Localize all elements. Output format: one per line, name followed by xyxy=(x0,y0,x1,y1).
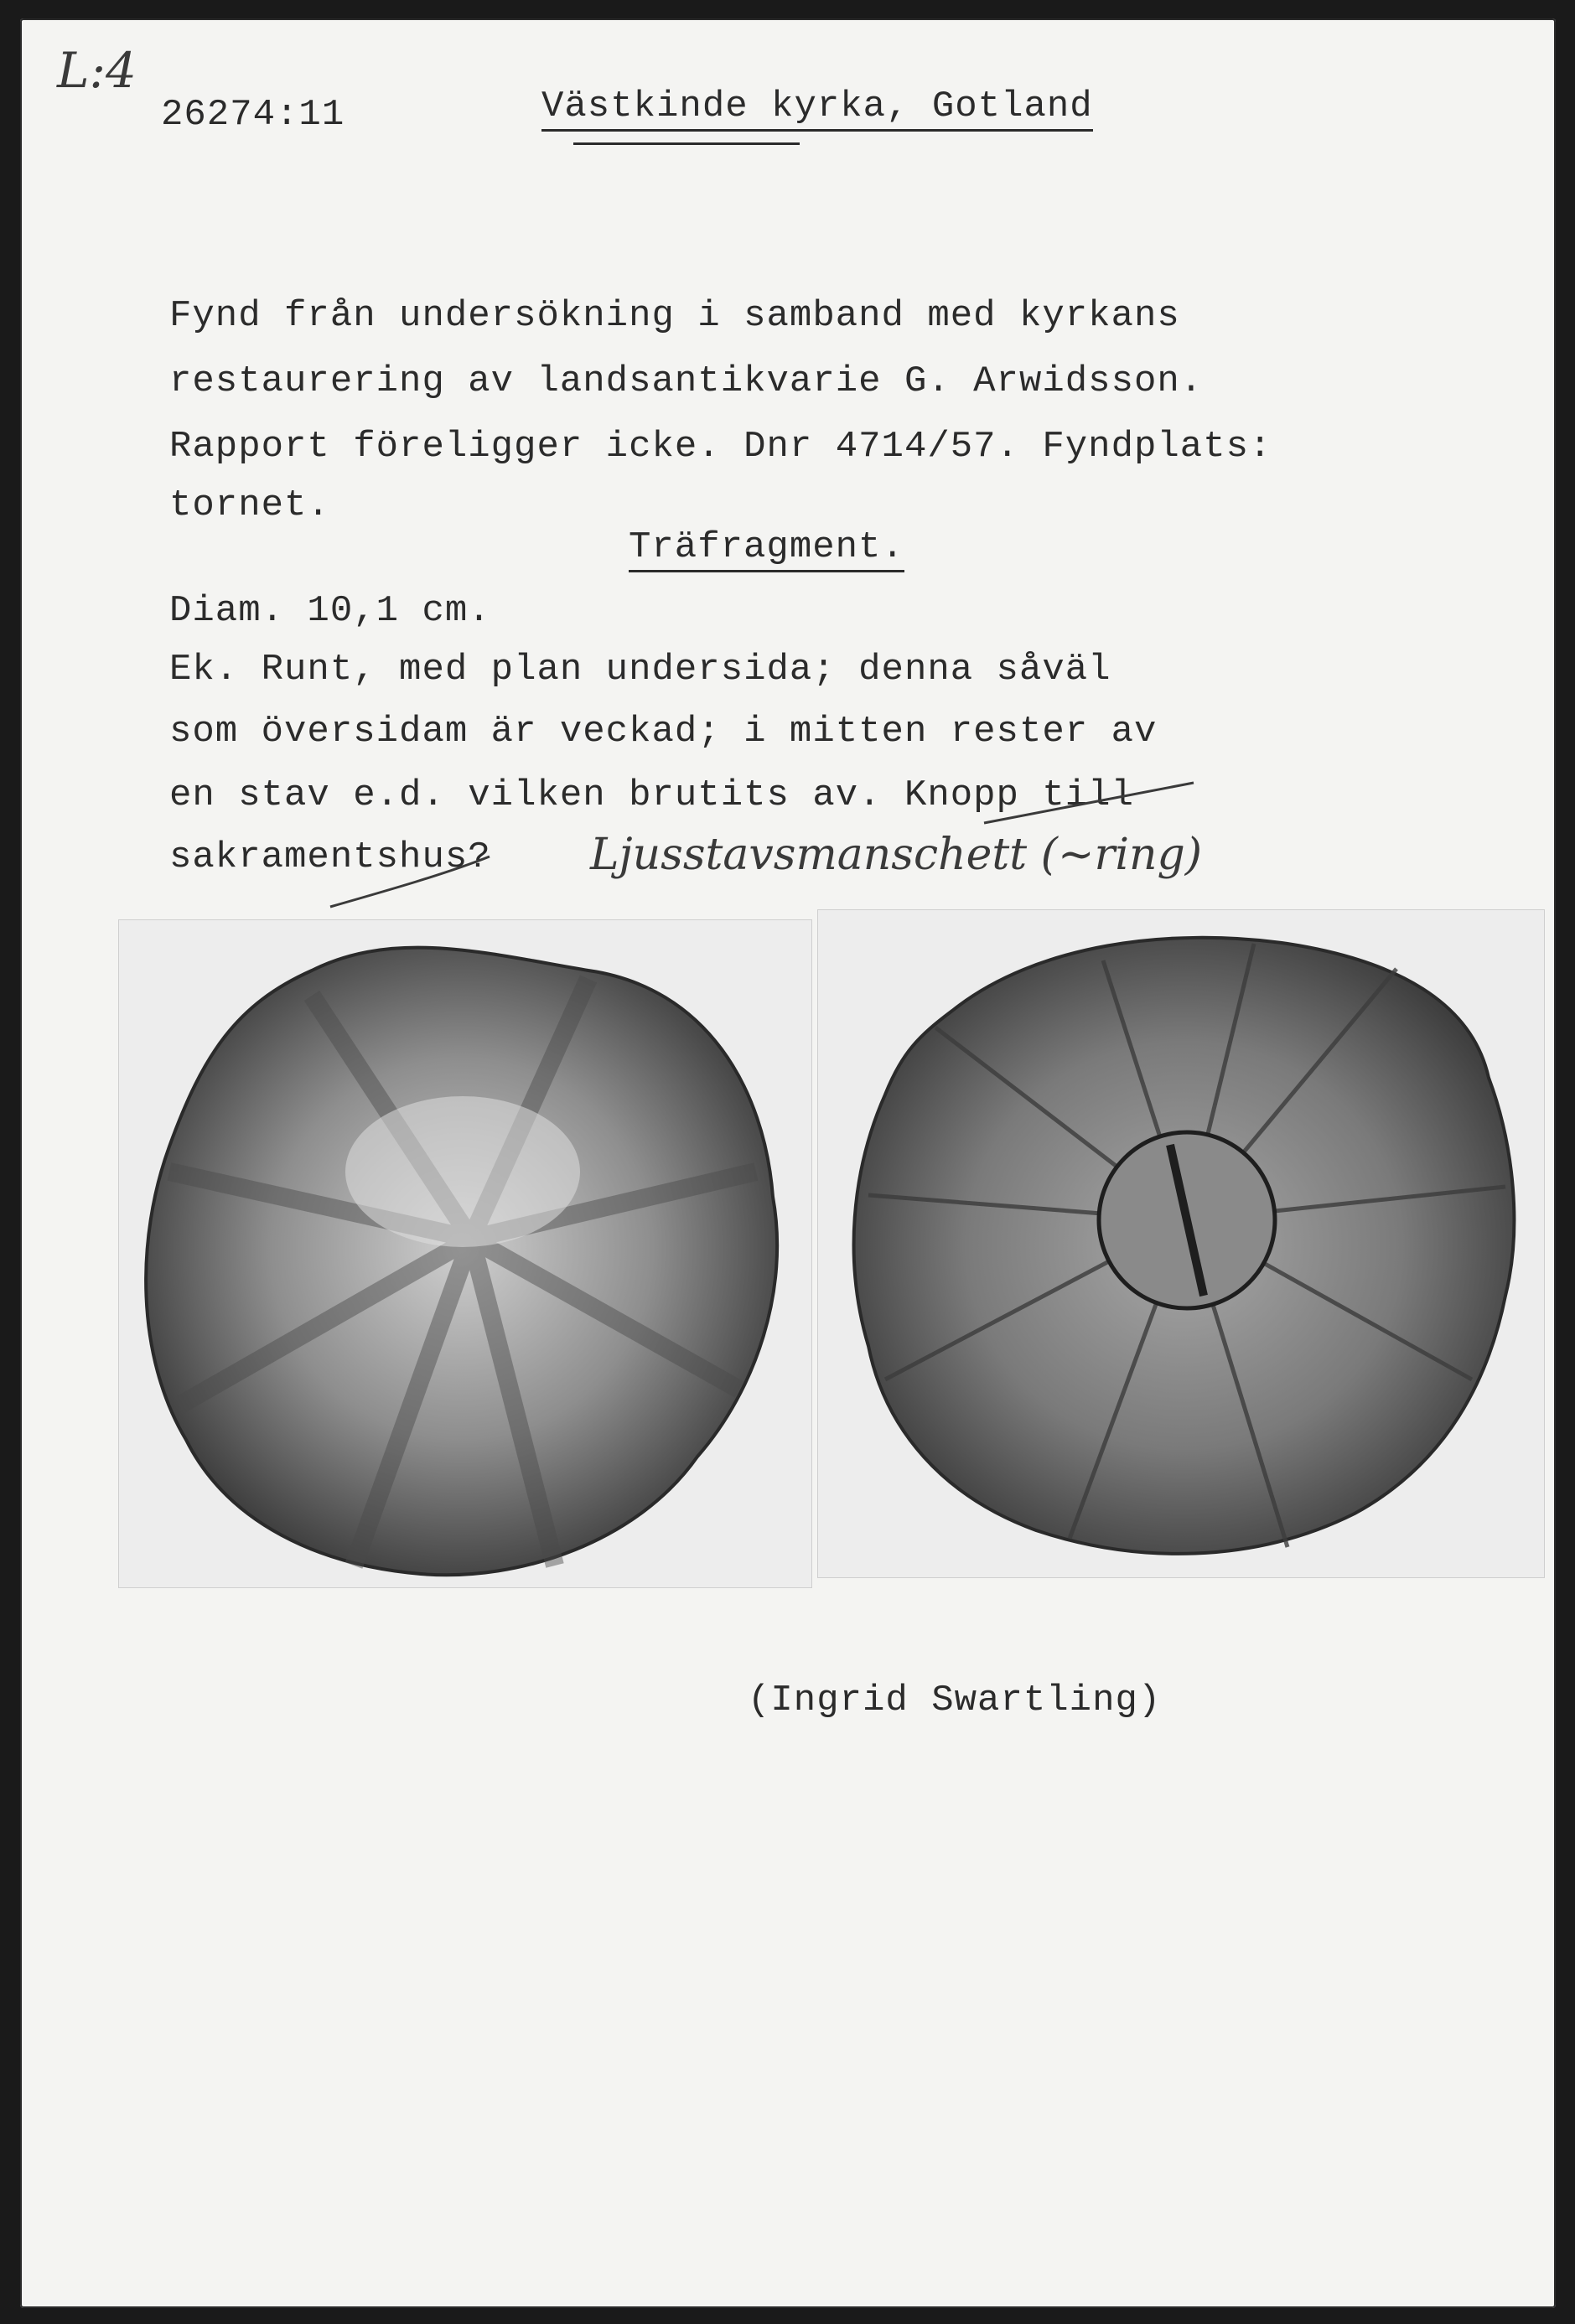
desc-line-3: som översidam är veckad; i mitten rester av xyxy=(169,711,1158,753)
upper-side-photo xyxy=(119,920,811,1587)
body-line-1: Fynd från undersökning i samband med kyrkans xyxy=(169,295,1180,337)
location-heading xyxy=(541,85,1093,127)
body-line-2: restaurering av landsantikvarie G. Arwidsson. xyxy=(169,360,1204,402)
body-line-4: tornet. xyxy=(169,484,330,526)
desc-line-1: Diam. 10,1 cm. xyxy=(169,590,491,632)
catalog-number: 26274:11 xyxy=(161,94,345,136)
handwritten-id: L:4 xyxy=(57,42,137,99)
wood-fragment-under-image xyxy=(818,910,1544,1577)
desc-line-2: Ek. Runt, med plan undersida; denna såväl xyxy=(169,649,1111,691)
object-title xyxy=(629,526,904,568)
author-credit: (Ingrid Swartling) xyxy=(748,1680,1162,1721)
location-text: Västkinde kyrka, Gotland xyxy=(541,85,1093,132)
under-side-photo xyxy=(818,910,1544,1577)
body-line-3: Rapport föreligger icke. Dnr 4714/57. Fyndplats: xyxy=(169,426,1272,468)
desc-line-4: en stav e.d. vilken brutits av. Knopp till xyxy=(169,774,1134,816)
object-title-text: Träfragment. xyxy=(629,526,904,572)
wood-fragment-upper-image xyxy=(119,920,811,1587)
location-underline-2 xyxy=(573,142,800,145)
catalog-card xyxy=(20,18,1556,2308)
desc-line-5: sakramentshus? xyxy=(169,836,491,878)
handwritten-note: Ljusstavsmanschett (~ring) xyxy=(590,830,1203,880)
